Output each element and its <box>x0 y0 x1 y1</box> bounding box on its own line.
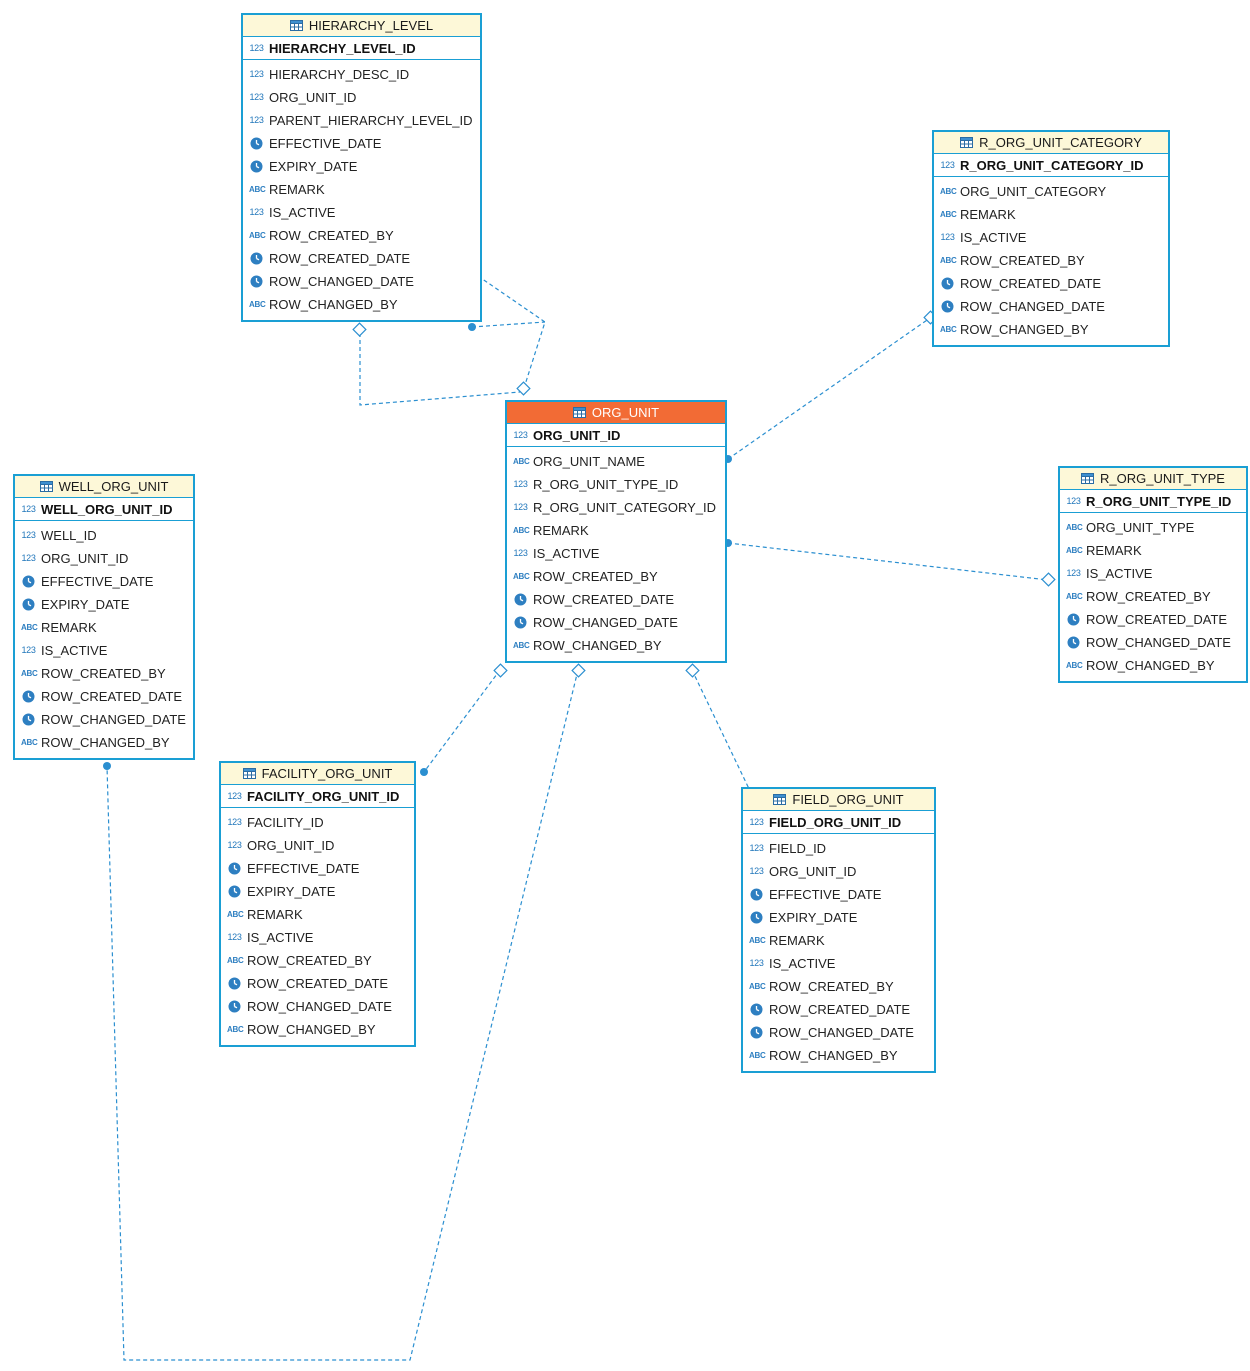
date-type-icon <box>1066 612 1081 627</box>
column-label: ORG_UNIT_NAME <box>533 454 645 469</box>
column-label: ROW_CHANGED_BY <box>41 735 170 750</box>
column-row[interactable] <box>221 926 414 949</box>
number-type-icon: 123 <box>513 429 528 440</box>
number-type-icon: 123 <box>21 530 36 540</box>
column-label: REMARK <box>247 907 303 922</box>
column-row[interactable] <box>221 834 414 857</box>
number-type-icon: 123 <box>249 207 264 217</box>
column-row[interactable] <box>1060 562 1246 585</box>
column-row[interactable] <box>934 272 1168 295</box>
table-icon <box>773 794 786 805</box>
column-row[interactable] <box>934 318 1168 341</box>
number-type-icon: 123 <box>249 69 264 79</box>
column-row[interactable] <box>934 226 1168 249</box>
column-label: REMARK <box>769 933 825 948</box>
primary-key-row[interactable] <box>15 498 193 521</box>
primary-key-label: R_ORG_UNIT_CATEGORY_ID <box>960 157 1144 173</box>
column-row[interactable] <box>507 473 725 496</box>
date-type-icon <box>21 597 36 612</box>
column-label: ROW_CREATED_DATE <box>247 976 389 991</box>
number-type-icon: 123 <box>249 92 264 102</box>
column-label: ROW_CREATED_BY <box>41 666 166 681</box>
date-type-icon <box>21 574 36 589</box>
column-label: IS_ACTIVE <box>533 546 600 561</box>
column-list <box>15 521 193 758</box>
column-label: ROW_CREATED_BY <box>533 569 658 584</box>
entity-title: FIELD_ORG_UNIT <box>792 792 904 807</box>
date-type-icon <box>227 861 242 876</box>
column-row[interactable] <box>243 247 480 270</box>
entity-header[interactable] <box>743 789 934 811</box>
column-row[interactable] <box>221 1018 414 1041</box>
number-type-icon: 123 <box>227 932 242 942</box>
column-row[interactable] <box>743 998 934 1021</box>
column-row[interactable] <box>1060 585 1246 608</box>
text-type-icon: ABC <box>749 936 766 945</box>
column-label: ROW_CHANGED_DATE <box>960 299 1105 314</box>
number-type-icon: 123 <box>249 42 264 53</box>
text-type-icon: ABC <box>513 641 530 650</box>
entity-hierarchy_level[interactable] <box>241 13 482 322</box>
column-row[interactable] <box>743 906 934 929</box>
column-label: ORG_UNIT_TYPE <box>1086 520 1195 535</box>
primary-key-row[interactable] <box>1060 490 1246 513</box>
column-row[interactable] <box>243 86 480 109</box>
column-row[interactable] <box>243 155 480 178</box>
column-label: EFFECTIVE_DATE <box>769 887 882 902</box>
text-type-icon: ABC <box>21 738 38 747</box>
text-type-icon: ABC <box>1066 592 1083 601</box>
column-row[interactable] <box>507 611 725 634</box>
column-label: EFFECTIVE_DATE <box>41 574 154 589</box>
primary-key-label: WELL_ORG_UNIT_ID <box>41 501 173 517</box>
column-row[interactable] <box>934 203 1168 226</box>
table-icon <box>290 20 303 31</box>
text-type-icon: ABC <box>940 187 957 196</box>
date-type-icon <box>249 251 264 266</box>
column-row[interactable] <box>15 662 193 685</box>
number-type-icon: 123 <box>227 840 242 850</box>
column-label: ROW_CHANGED_DATE <box>269 274 414 289</box>
column-label: ROW_CHANGED_DATE <box>769 1025 914 1040</box>
column-row[interactable] <box>1060 631 1246 654</box>
entity-org_unit[interactable] <box>505 400 727 663</box>
column-label: REMARK <box>41 620 97 635</box>
column-label: ROW_CREATED_DATE <box>533 592 675 607</box>
number-type-icon: 123 <box>1066 495 1081 506</box>
text-type-icon: ABC <box>513 457 530 466</box>
column-label: IS_ACTIVE <box>269 205 336 220</box>
text-type-icon: ABC <box>940 256 957 265</box>
number-type-icon: 123 <box>749 866 764 876</box>
text-type-icon: ABC <box>1066 661 1083 670</box>
column-row[interactable] <box>15 570 193 593</box>
column-row[interactable] <box>243 224 480 247</box>
date-type-icon <box>749 887 764 902</box>
entity-title: HIERARCHY_LEVEL <box>308 18 434 33</box>
entity-well_org_unit[interactable] <box>13 474 195 760</box>
column-label: ORG_UNIT_CATEGORY <box>960 184 1107 199</box>
column-label: REMARK <box>1086 543 1142 558</box>
primary-key-row[interactable] <box>507 424 725 447</box>
primary-key-label: FIELD_ORG_UNIT_ID <box>769 814 902 830</box>
column-label: IS_ACTIVE <box>960 230 1027 245</box>
date-type-icon <box>227 884 242 899</box>
text-type-icon: ABC <box>1066 523 1083 532</box>
column-label: ROW_CREATED_BY <box>269 228 394 243</box>
column-label: EXPIRY_DATE <box>769 910 858 925</box>
date-type-icon <box>1066 635 1081 650</box>
column-label: ROW_CREATED_BY <box>769 979 894 994</box>
column-row[interactable] <box>507 542 725 565</box>
text-type-icon: ABC <box>21 669 38 678</box>
column-label: PARENT_HIERARCHY_LEVEL_ID <box>269 113 473 128</box>
column-row[interactable] <box>15 685 193 708</box>
column-row[interactable] <box>1060 608 1246 631</box>
date-type-icon <box>940 299 955 314</box>
column-row[interactable] <box>743 975 934 998</box>
date-type-icon <box>249 136 264 151</box>
column-label: ROW_CREATED_DATE <box>269 251 411 266</box>
column-row[interactable] <box>1060 654 1246 677</box>
column-row[interactable] <box>743 952 934 975</box>
text-type-icon: ABC <box>227 956 244 965</box>
column-label: ROW_CHANGED_BY <box>1086 658 1215 673</box>
column-row[interactable] <box>15 708 193 731</box>
table-icon <box>1081 473 1094 484</box>
primary-key-row[interactable] <box>743 811 934 834</box>
text-type-icon: ABC <box>227 910 244 919</box>
primary-key-label: R_ORG_UNIT_TYPE_ID <box>1086 493 1232 509</box>
column-label: R_ORG_UNIT_TYPE_ID <box>533 477 679 492</box>
column-label: EFFECTIVE_DATE <box>247 861 360 876</box>
primary-key-label: FACILITY_ORG_UNIT_ID <box>247 788 400 804</box>
number-type-icon: 123 <box>21 645 36 655</box>
column-label: WELL_ID <box>41 528 97 543</box>
column-row[interactable] <box>221 949 414 972</box>
column-label: FIELD_ID <box>769 841 827 856</box>
number-type-icon: 123 <box>749 816 764 827</box>
column-row[interactable] <box>743 1021 934 1044</box>
entity-field_org_unit[interactable] <box>741 787 936 1073</box>
column-row[interactable] <box>743 860 934 883</box>
text-type-icon: ABC <box>513 572 530 581</box>
column-row[interactable] <box>743 1044 934 1067</box>
number-type-icon: 123 <box>940 159 955 170</box>
entity-header[interactable] <box>1060 468 1246 490</box>
column-label: IS_ACTIVE <box>247 930 314 945</box>
date-type-icon <box>749 1002 764 1017</box>
column-label: EXPIRY_DATE <box>247 884 336 899</box>
column-label: ROW_CREATED_DATE <box>41 689 183 704</box>
column-row[interactable] <box>507 496 725 519</box>
number-type-icon: 123 <box>513 548 528 558</box>
text-type-icon: ABC <box>21 623 38 632</box>
column-label: EFFECTIVE_DATE <box>269 136 382 151</box>
column-row[interactable] <box>243 132 480 155</box>
column-label: EXPIRY_DATE <box>41 597 130 612</box>
column-row[interactable] <box>1060 539 1246 562</box>
column-label: IS_ACTIVE <box>41 643 108 658</box>
column-label: ROW_CHANGED_BY <box>269 297 398 312</box>
column-row[interactable] <box>507 519 725 542</box>
column-row[interactable] <box>1060 516 1246 539</box>
column-label: IS_ACTIVE <box>769 956 836 971</box>
number-type-icon: 123 <box>940 232 955 242</box>
date-type-icon <box>249 159 264 174</box>
column-label: ROW_CHANGED_BY <box>247 1022 376 1037</box>
column-list <box>243 60 480 320</box>
column-row[interactable] <box>243 270 480 293</box>
date-type-icon <box>749 910 764 925</box>
column-list <box>1060 513 1246 681</box>
text-type-icon: ABC <box>940 210 957 219</box>
number-type-icon: 123 <box>227 790 242 801</box>
column-row[interactable] <box>221 857 414 880</box>
column-row[interactable] <box>934 295 1168 318</box>
column-label: FACILITY_ID <box>247 815 324 830</box>
column-row[interactable] <box>934 180 1168 203</box>
column-label: REMARK <box>960 207 1016 222</box>
entity-header[interactable] <box>934 132 1168 154</box>
column-list <box>934 177 1168 345</box>
column-row[interactable] <box>243 178 480 201</box>
date-type-icon <box>227 999 242 1014</box>
primary-key-label: HIERARCHY_LEVEL_ID <box>269 40 416 56</box>
column-row[interactable] <box>15 639 193 662</box>
text-type-icon: ABC <box>249 231 266 240</box>
entity-title: FACILITY_ORG_UNIT <box>261 766 393 781</box>
number-type-icon: 123 <box>249 115 264 125</box>
column-row[interactable] <box>221 995 414 1018</box>
column-list <box>221 808 414 1045</box>
primary-key-label: ORG_UNIT_ID <box>533 427 621 443</box>
number-type-icon: 123 <box>1066 568 1081 578</box>
entity-title: R_ORG_UNIT_TYPE <box>1100 471 1225 486</box>
column-row[interactable] <box>743 929 934 952</box>
date-type-icon <box>21 689 36 704</box>
text-type-icon: ABC <box>749 1051 766 1060</box>
column-row[interactable] <box>15 593 193 616</box>
number-type-icon: 123 <box>227 817 242 827</box>
column-list <box>507 447 725 661</box>
number-type-icon: 123 <box>749 843 764 853</box>
entity-header[interactable] <box>221 763 414 785</box>
column-label: ROW_CHANGED_DATE <box>1086 635 1231 650</box>
entity-header[interactable] <box>15 476 193 498</box>
column-label: ORG_UNIT_ID <box>41 551 129 566</box>
column-label: ROW_CHANGED_BY <box>533 638 662 653</box>
column-row[interactable] <box>507 634 725 657</box>
column-row[interactable] <box>243 293 480 316</box>
column-label: ROW_CREATED_BY <box>960 253 1085 268</box>
entity-facility_org_unit[interactable] <box>219 761 416 1047</box>
table-icon <box>40 481 53 492</box>
entity-r_org_unit_category[interactable] <box>932 130 1170 347</box>
column-row[interactable] <box>15 731 193 754</box>
column-row[interactable] <box>743 883 934 906</box>
column-list <box>743 834 934 1071</box>
text-type-icon: ABC <box>513 526 530 535</box>
date-type-icon <box>513 592 528 607</box>
column-label: HIERARCHY_DESC_ID <box>269 67 410 82</box>
column-row[interactable] <box>743 837 934 860</box>
column-row[interactable] <box>243 63 480 86</box>
column-row[interactable] <box>934 249 1168 272</box>
column-label: ORG_UNIT_ID <box>769 864 857 879</box>
column-label: ORG_UNIT_ID <box>269 90 357 105</box>
column-row[interactable] <box>15 547 193 570</box>
column-label: ROW_CHANGED_DATE <box>247 999 392 1014</box>
column-row[interactable] <box>507 450 725 473</box>
column-label: ROW_CREATED_BY <box>247 953 372 968</box>
number-type-icon: 123 <box>513 479 528 489</box>
number-type-icon: 123 <box>21 503 36 514</box>
column-row[interactable] <box>243 109 480 132</box>
entity-title: WELL_ORG_UNIT <box>58 479 169 494</box>
number-type-icon: 123 <box>21 553 36 563</box>
text-type-icon: ABC <box>749 982 766 991</box>
column-label: REMARK <box>269 182 325 197</box>
number-type-icon: 123 <box>513 502 528 512</box>
column-row[interactable] <box>243 201 480 224</box>
column-label: REMARK <box>533 523 589 538</box>
date-type-icon <box>249 274 264 289</box>
column-row[interactable] <box>221 903 414 926</box>
column-label: ROW_CHANGED_DATE <box>533 615 678 630</box>
column-label: ROW_CREATED_DATE <box>1086 612 1228 627</box>
table-icon <box>243 768 256 779</box>
text-type-icon: ABC <box>249 300 266 309</box>
column-row[interactable] <box>15 616 193 639</box>
date-type-icon <box>749 1025 764 1040</box>
date-type-icon <box>513 615 528 630</box>
column-label: EXPIRY_DATE <box>269 159 358 174</box>
column-label: ROW_CREATED_DATE <box>769 1002 911 1017</box>
table-icon <box>960 137 973 148</box>
table-icon <box>573 407 586 418</box>
column-label: ROW_CHANGED_DATE <box>41 712 186 727</box>
column-label: ROW_CREATED_DATE <box>960 276 1102 291</box>
column-row[interactable] <box>221 880 414 903</box>
date-type-icon <box>940 276 955 291</box>
column-row[interactable] <box>507 565 725 588</box>
column-row[interactable] <box>15 524 193 547</box>
column-row[interactable] <box>221 972 414 995</box>
text-type-icon: ABC <box>940 325 957 334</box>
text-type-icon: ABC <box>227 1025 244 1034</box>
column-label: ORG_UNIT_ID <box>247 838 335 853</box>
text-type-icon: ABC <box>1066 546 1083 555</box>
date-type-icon <box>21 712 36 727</box>
column-label: IS_ACTIVE <box>1086 566 1153 581</box>
column-label: ROW_CHANGED_BY <box>769 1048 898 1063</box>
entity-header[interactable] <box>507 402 725 424</box>
entity-title: ORG_UNIT <box>591 405 660 420</box>
column-label: ROW_CREATED_BY <box>1086 589 1211 604</box>
primary-key-row[interactable] <box>221 785 414 808</box>
column-label: ROW_CHANGED_BY <box>960 322 1089 337</box>
number-type-icon: 123 <box>749 958 764 968</box>
primary-key-row[interactable] <box>243 37 480 60</box>
entity-header[interactable] <box>243 15 480 37</box>
column-label: R_ORG_UNIT_CATEGORY_ID <box>533 500 717 515</box>
primary-key-row[interactable] <box>934 154 1168 177</box>
entity-title: R_ORG_UNIT_CATEGORY <box>979 135 1142 150</box>
entity-r_org_unit_type[interactable] <box>1058 466 1248 683</box>
column-row[interactable] <box>221 811 414 834</box>
column-row[interactable] <box>507 588 725 611</box>
date-type-icon <box>227 976 242 991</box>
text-type-icon: ABC <box>249 185 266 194</box>
